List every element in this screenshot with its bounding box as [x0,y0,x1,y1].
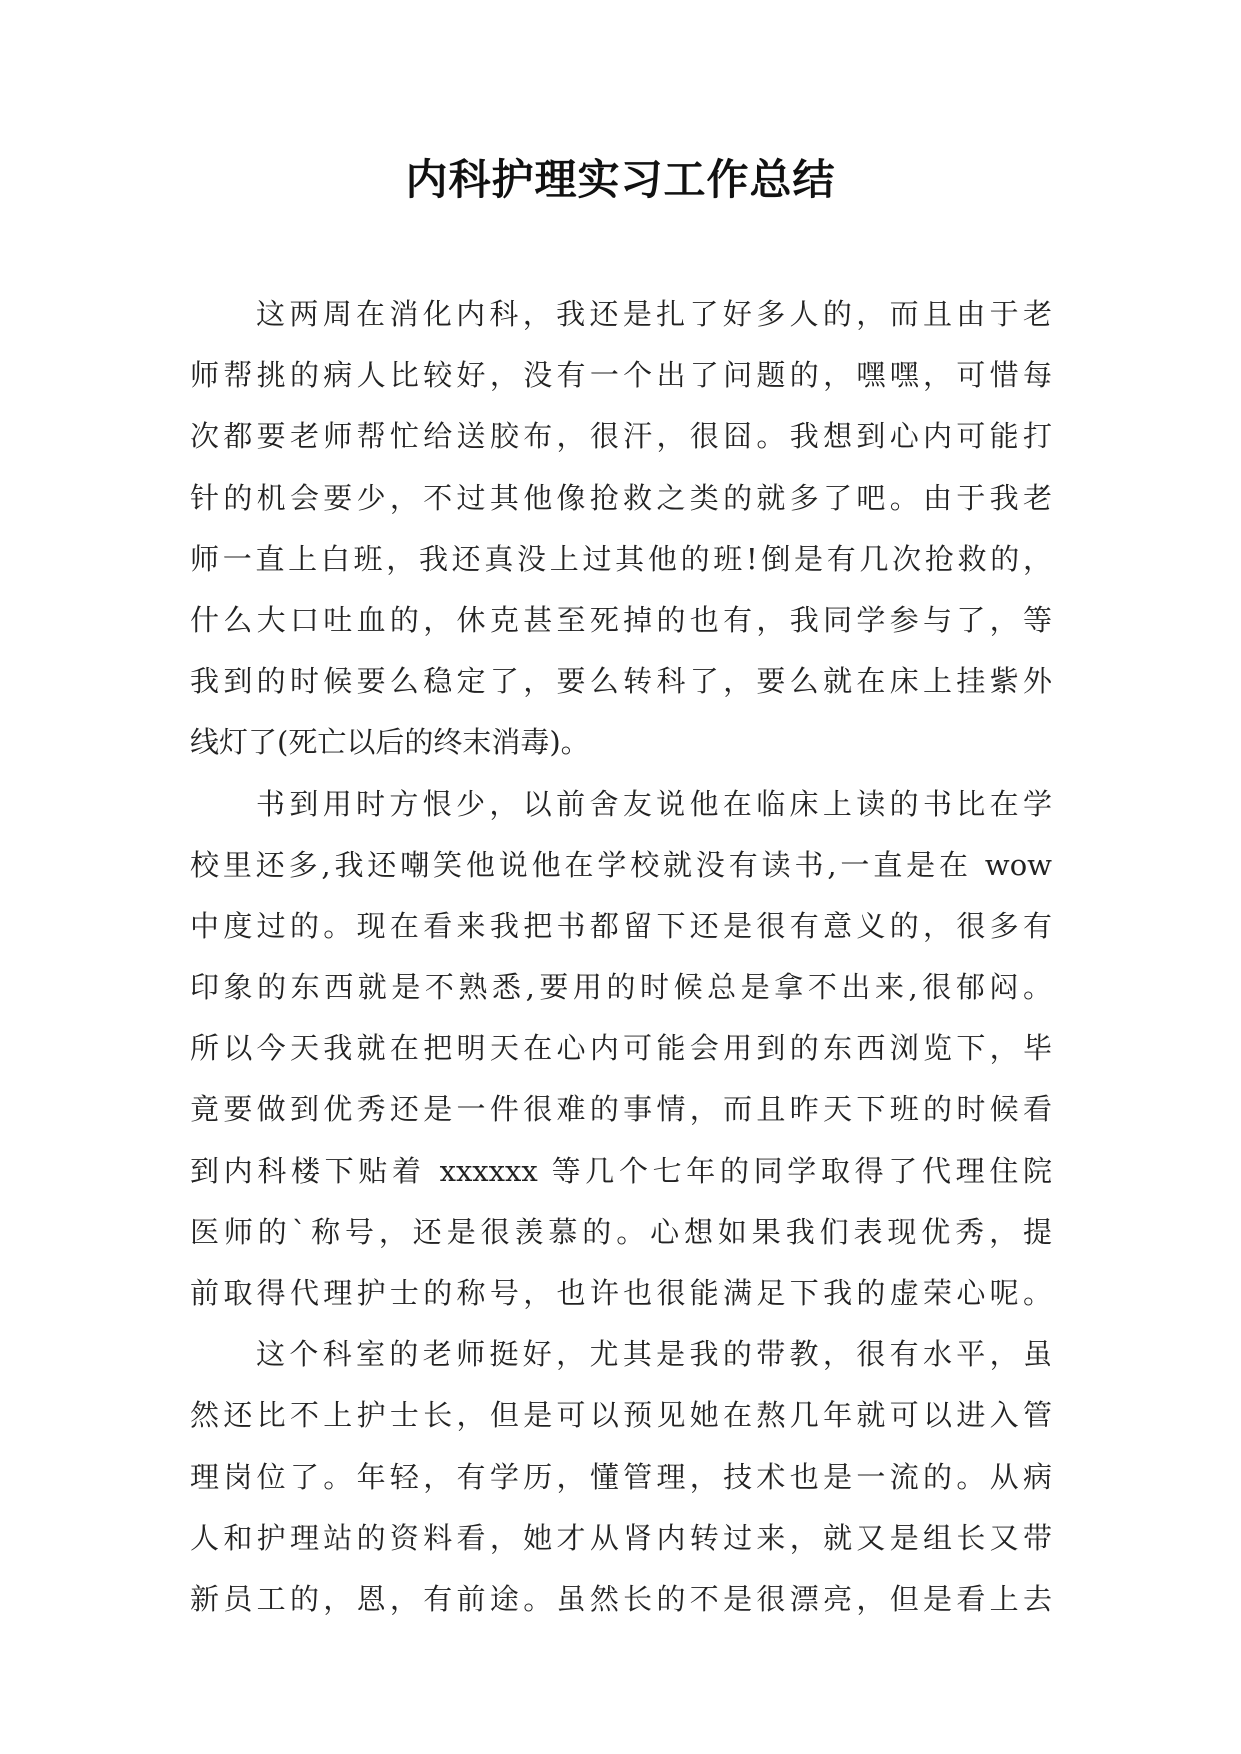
body-text-line: 次都要老师帮忙给送胶布，很汗，很囧。我想到心内可能打 [190,419,1052,454]
body-text-line: 师帮挑的病人比较好，没有一个出了问题的，嘿嘿，可惜每 [190,358,1052,393]
body-text-line: 线灯了(死亡以后的终末消毒)。 [190,725,590,760]
body-text-line: 所以今天我就在把明天在心内可能会用到的东西浏览下，毕 [190,1031,1052,1066]
body-text-line: 新员工的，恩，有前途。虽然长的不是很漂亮，但是看上去 [190,1581,1052,1616]
body-text-line: 竟要做到优秀还是一件很难的事情，而且昨天下班的时候看 [190,1092,1052,1127]
document-title: 内科护理实习工作总结 [405,155,836,204]
body-text-line: 中度过的。现在看来我把书都留下还是很有意义的，很多有 [190,908,1052,943]
document-body [190,284,1052,1630]
body-text-line: 然还比不上护士长，但是可以预见她在熬几年就可以进入管 [190,1398,1052,1433]
body-text-line: 人和护理站的资料看，她才从肾内转过来，就又是组长又带 [190,1520,1052,1555]
body-text-line: 前取得代理护士的称号，也许也很能满足下我的虚荣心呢。 [190,1276,1052,1310]
body-text-line: 到内科楼下贴着 xxxxxx 等几个七年的同学取得了代理住院 [190,1153,1052,1188]
body-text-line: 印象的东西就是不熟悉,要用的时候总是拿不出来,很郁闷。 [190,970,1052,1005]
body-text-line: 我到的时候要么稳定了，要么转科了，要么就在床上挂紫外 [190,664,1052,699]
body-text-line: 医师的`称号，还是很羡慕的。心想如果我们表现优秀，提 [190,1214,1052,1249]
body-text-line: 什么大口吐血的，休克甚至死掉的也有，我同学参与了，等 [190,602,1052,637]
body-text-line: 师一直上白班，我还真没上过其他的班!倒是有几次抢救的， [190,541,1052,576]
body-text-line: 书到用时方恨少，以前舍友说他在临床上读的书比在学 [256,786,1052,821]
body-text-line: 这个科室的老师挺好，尤其是我的带教，很有水平，虽 [256,1337,1052,1372]
body-text-line: 理岗位了。年轻，有学历，懂管理，技术也是一流的。从病 [190,1459,1052,1494]
body-text-line: 针的机会要少，不过其他像抢救之类的就多了吧。由于我老 [190,480,1052,515]
body-text-line: 这两周在消化内科，我还是扎了好多人的，而且由于老 [256,297,1052,331]
body-text-line: 校里还多,我还嘲笑他说他在学校就没有读书,一直是在 wow [190,847,1052,882]
